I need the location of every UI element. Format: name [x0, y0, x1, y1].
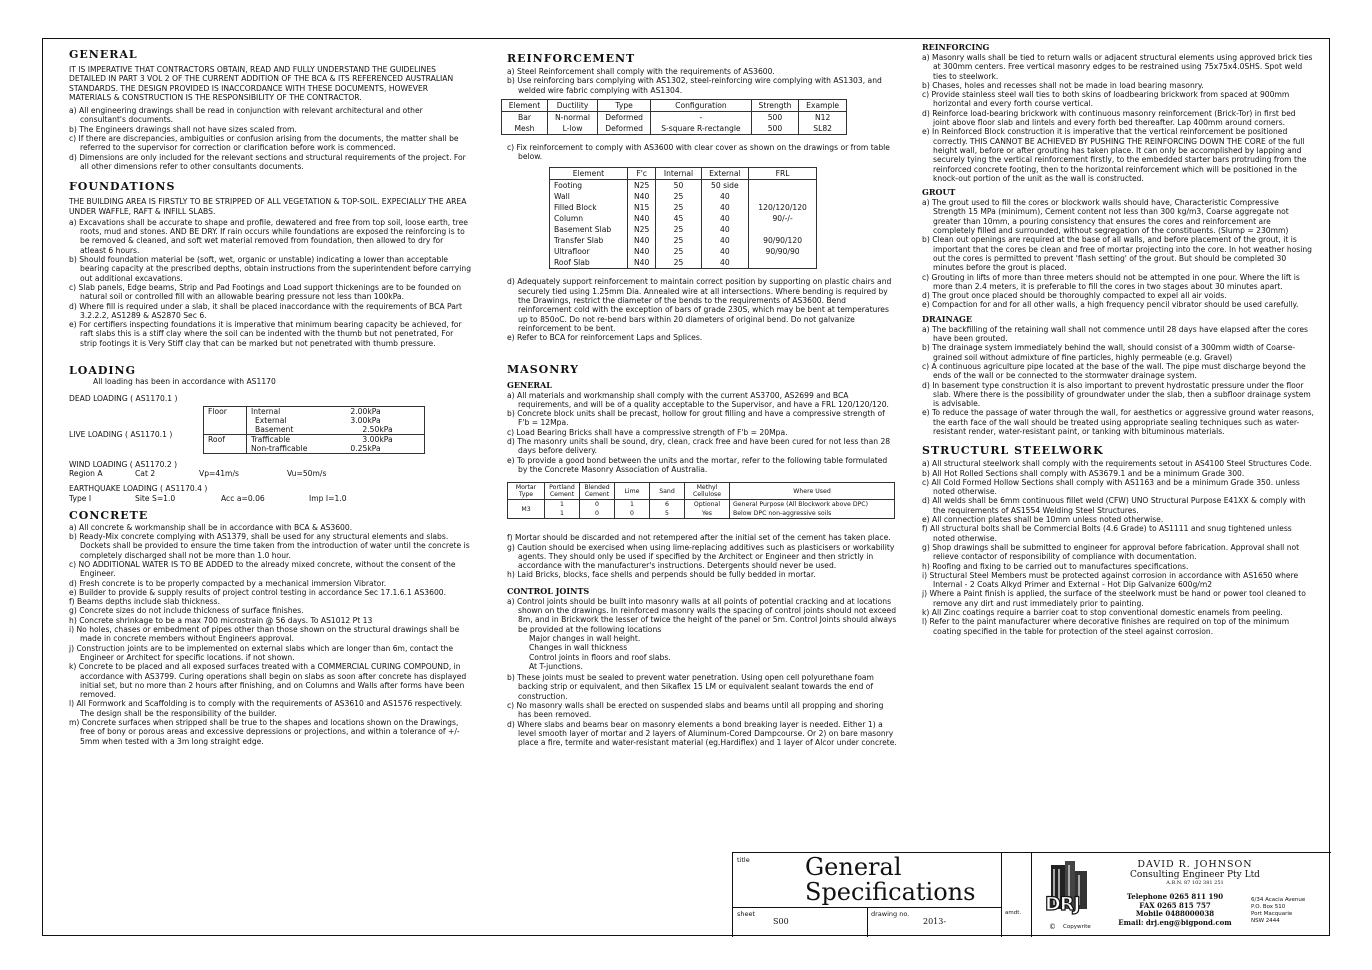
list-item: e) For certifiers inspecting foundations it is imperative that minimum bearing capacity be achieved, for raft slabs this is a stiff clay where the soil can be indented with the thumb but not penetrated, For strip footings it is Very Stiff clay that can be marked but not penetrated with thumb pressure. — [69, 320, 462, 348]
list-item: a) Control joints should be built into masonry walls at all points of potential cracking and at locations shown on the drawings. In reinforced masonry walls the spacing of control joints should not exceed 8m, and in Brickwork the lesser of twice the height of the panel or 5m. Control Joints should always be provided at the following locations — [507, 596, 897, 634]
drawing-title-line2: Specifications — [805, 878, 976, 906]
wind-cat: Cat 2 — [135, 468, 156, 478]
list-item: l) Refer to the paint manufacturer where decorative finishes are required on top of the minimum coating specified in the table for protection of the steel against corrosion. — [922, 617, 1290, 636]
address-line: P.O. Box 510 — [1251, 904, 1286, 910]
table-cell: Non-trafficable — [251, 443, 308, 453]
table-cell: Trafficable — [251, 434, 291, 444]
table-header: Element — [502, 99, 548, 111]
table-header: Mortar Type — [508, 483, 545, 500]
list-item: b) All Hot Rolled Sections shall comply with AS3679.1 and be a minimum Grade 300. — [922, 468, 1245, 478]
list-item: l) All Formwork and Scaffolding is to comply with the requirements of AS3610 and AS1576 respectively. The design shall be the responsibility of the builder. — [69, 699, 463, 718]
eq-imp: Imp I=1.0 — [309, 493, 347, 503]
table-header-row — [508, 483, 895, 500]
eq-site: Site S=1.0 — [135, 493, 176, 503]
table-cell: Mesh — [502, 123, 548, 135]
table-cell: Deformed — [598, 123, 651, 135]
list-item: k) All Zinc coatings require a barrier coat to stop conventional domestic enamels from peeling. — [922, 608, 1283, 618]
table-header: Lime — [615, 483, 650, 500]
table-cell: Wall — [550, 191, 628, 202]
table-cell: 5 — [650, 509, 685, 519]
reinforcing-heading: REINFORCING — [922, 42, 990, 52]
table-cell: 25 — [656, 191, 701, 202]
amdt-label: amdt. — [1005, 910, 1022, 916]
table-cell: Floor — [204, 406, 247, 416]
table-cell: Filled Block — [550, 202, 628, 213]
table-cell: 6 — [650, 500, 685, 510]
concrete-heading: CONCRETE — [69, 508, 149, 522]
drawing-title-line1: General — [805, 853, 902, 881]
table-cell: S-square R-rectangle — [651, 123, 752, 135]
table-cell: 25 — [656, 257, 701, 269]
table-cell — [204, 425, 247, 435]
table-cell: N40 — [627, 235, 656, 246]
list-item: Major changes in wall height. — [529, 633, 641, 643]
table-row — [502, 111, 847, 123]
list-item: Control joints in floors and roof slabs. — [529, 652, 671, 662]
mortar-table — [507, 482, 895, 519]
table-row — [550, 191, 817, 202]
table-cell: Footing — [550, 180, 628, 192]
table-header: Blended Cement — [580, 483, 615, 500]
contact-block — [1115, 893, 1235, 927]
table-cell: 50 side — [701, 180, 749, 192]
list-item: b) The Engineers drawings shall not have sizes scaled from. — [69, 124, 297, 134]
table-cell: Optional — [685, 500, 730, 510]
table-cell — [749, 257, 817, 269]
table-cell: N12 — [799, 111, 847, 123]
list-item: a) All structural steelwork shall comply with the requirements setout in AS4100 Steel Structures Code. — [922, 459, 1312, 469]
table-row — [204, 406, 425, 416]
cover-table-body — [550, 180, 817, 269]
list-item: b) Ready-Mix concrete complying with AS1379, shall be used for any structural elements and slabs. Dockets shall be provided to ensure the time taken from the introduction of water until the concrete is completely discharged shall not be more than 1.0 hour. — [69, 532, 470, 560]
table-cell: 25 — [656, 246, 701, 257]
table-row — [550, 246, 817, 257]
table-cell: 40 — [701, 191, 749, 202]
table-cell: N25 — [627, 180, 656, 192]
table-header: Configuration — [651, 99, 752, 111]
sheet-divider — [867, 907, 868, 937]
table-row — [204, 425, 425, 435]
table-header: External — [701, 168, 749, 180]
table-cell: N40 — [627, 191, 656, 202]
address-line: NSW 2444 — [1251, 918, 1280, 924]
list-item: d) Fresh concrete is to be properly compacted by a mechanical immersion Vibrator. — [69, 578, 387, 588]
table-header: Example — [799, 99, 847, 111]
loading-table — [203, 406, 425, 454]
table-cell: 0 — [615, 509, 650, 519]
firm-telephone: Telephone 0265 811 190 — [1126, 892, 1224, 901]
table-cell: 1 — [545, 509, 580, 519]
table-cell: 3.00kPa — [350, 415, 381, 425]
amdt-divider — [1001, 907, 1002, 937]
table-row — [550, 224, 817, 235]
wind-region: Region A — [69, 468, 103, 478]
table-cell: SL82 — [799, 123, 847, 135]
address-line: 6/34 Acacia Avenue — [1251, 897, 1306, 903]
list-item: c) Grouting in lifts of more than three meters should not be attempted in one pour. Where the lift is more than 2.4 meters, it is preferable to fill the cores in two stages about 30 minutes apart. — [922, 272, 1300, 291]
table-row — [204, 416, 425, 425]
list-item: h) Roofing and fixing to be carried out to manufactures specifications. — [922, 561, 1189, 571]
table-header: Internal — [656, 168, 701, 180]
table-cell: 25 — [656, 202, 701, 213]
table-cell: M3 — [508, 500, 545, 519]
table-cell: N40 — [627, 213, 656, 224]
list-item: b) Concrete block units shall be precast, hollow for grout filling and have a compressive strength of F'b = 12Mpa. — [507, 409, 885, 428]
list-item: b) Chases, holes and recesses shall not be made in load bearing masonry. — [922, 80, 1204, 90]
table-cell: 3.00kPa — [362, 434, 393, 444]
table-cell: External — [255, 415, 287, 425]
list-item: d) Dimensions are only included for the relevant sections and structural requirements of the project. For all other dimensions refer to other consultants documents. — [69, 152, 466, 171]
steel-table — [501, 99, 847, 135]
list-item: g) Concrete sizes do not include thickness of surface finishes. — [69, 606, 304, 616]
list-item: b) Use reinforcing bars complying with AS1302, steel-reinforcing wire complying with AS1303, and welded wire fabric complying with AS1304. — [507, 76, 882, 95]
list-item: i) Structural Steel Members must be protected against corrosion in accordance with AS1650 where Internal - 2 Coats Alkyd Primer and External - Hot Dip Galvanize 600g/m2 — [922, 570, 1299, 590]
drainage-heading: DRAINAGE — [922, 313, 972, 324]
table-cell: L-low — [547, 123, 597, 135]
column-middle — [507, 52, 897, 747]
list-item: d) All welds shall be 6mm continuous fillet weld (CFW) UNO Structural Purpose E41XX & comply with the requirements of AS1554 Welding Steel Structures. — [922, 496, 1306, 515]
table-cell: 40 — [701, 257, 749, 269]
drawing-title — [805, 855, 975, 905]
table-cell: 0 — [580, 509, 615, 519]
firm-abn: A.B.N. 87 102 381 251 — [1166, 880, 1224, 886]
list-item: a) Masonry walls shall be tied to return walls or adjacent structural elements using approved brick ties at 300mm centers. Free vertical masonry edges to be restrained using 75x75x4.0SHS. Spot weld ties to steelwork. — [922, 53, 1313, 81]
table-cell: 90/-/- — [749, 213, 817, 224]
wind-vp: Vp=41m/s — [199, 468, 239, 478]
table-cell: Roof Slab — [550, 257, 628, 269]
list-item: a) The backfilling of the retaining wall shall not commence until 28 days have elapsed after the cores have been grouted. — [922, 324, 1308, 344]
table-cell: Ultrafloor — [550, 246, 628, 257]
list-item: g) Caution should be exercised when using lime-replacing additives such as plasticisers or workability agents. They should only be used if specified by the Architect or Engineer and then strictly in accordance with the manufacturer's instructions. Detergents should never be used. — [507, 542, 895, 571]
list-item: d) Where fill is required under a slab, it shall be placed inaccordance with the requirements of BCA Part 3.2.2.2, AS1289 & AS2870 Sec 6. — [69, 301, 463, 320]
table-cell: Transfer Slab — [550, 235, 628, 246]
list-item: c) A continuous agriculture pipe located at the base of the wall. The pipe must discharge beyond the ends of the wall or be connected to the stormwater drainage system. — [922, 361, 1306, 381]
loading-heading: LOADING — [69, 364, 136, 378]
table-cell: 1 — [545, 500, 580, 510]
dead-loading: DEAD LOADING ( AS1170.1 ) — [69, 394, 178, 404]
table-row — [550, 202, 817, 213]
reinforcement-heading: REINFORCEMENT — [507, 52, 636, 65]
table-row — [550, 235, 817, 246]
live-loading: LIVE LOADING ( AS1170.1 ) — [69, 429, 173, 439]
wind-loading: WIND LOADING ( AS1170.2 ) — [69, 459, 178, 469]
table-cell: Basement Slab — [550, 224, 628, 235]
loading-intro: All loading has been in accordance with AS1170 — [93, 377, 276, 387]
list-item: m) Concrete surfaces when stripped shall be true to the shapes and locations shown on the Drawings, free of bony or porous areas and excessive depressions or projections, and within a tolerance of +/- 5mm when tested with a 3m long straight edge. — [69, 718, 460, 746]
list-item: b) Clean out openings are required at the base of all walls, and before placement of the grout, it is important that the cores be clean and free of mortar projecting into the core. In hot weather hosing out the cores is permitted to prevent 'flash setting' of the grout. But should be completed 30 minutes before the grout is placed. — [922, 235, 1312, 273]
steelwork-heading: STRUCTURL STEELWORK — [922, 444, 1104, 458]
sheet-label: sheet — [737, 910, 756, 918]
sheet-row — [733, 907, 1031, 937]
copyright-icon: © — [1049, 923, 1056, 931]
list-item: e) To provide a good bond between the units and the mortar, refer to the following table formulated by the Concrete Masonry Association of Australia. — [507, 455, 888, 474]
masonry-heading: MASONRY — [507, 362, 579, 376]
table-header-row — [502, 99, 847, 111]
firm-mobile: Mobile 0488000038 — [1135, 909, 1215, 918]
grout-heading: GROUT — [922, 187, 956, 198]
table-cell: 40 — [701, 224, 749, 235]
table-row — [550, 257, 817, 269]
general-heading: GENERAL — [69, 48, 138, 61]
table-cell: 0 — [580, 500, 615, 510]
table-header: Type — [598, 99, 651, 111]
table-cell: Yes — [685, 509, 730, 519]
list-item: a) All concrete & workmanship shall be in accordance with BCA & AS3600. — [69, 522, 353, 532]
table-cell: 2.50kPa — [346, 425, 424, 435]
earthquake-params — [69, 494, 471, 503]
table-cell: 2.00kPa — [350, 406, 381, 416]
copyright-text: Copywrite — [1063, 924, 1091, 930]
earthquake-loading: EARTHQUAKE LOADING ( AS1170.4 ) — [69, 484, 208, 494]
list-item: b) These joints must be sealed to prevent water penetration. Using open cell polyurethane foam backing strip or equivalent, and then Sikaflex 15 LM or equivalent sealant towards the end of construction. — [507, 673, 874, 701]
table-cell: 120/120/120 — [749, 202, 817, 213]
list-item: e) In Reinforced Block construction it is imperative that the vertical reinforcement be positioned correctly. THIS CANNOT BE ACHIEVED BY PUSHING THE REINFORCING DOWN THE CORE of the full height wall, before or after grouting has taken place. It can only be accomplished by lapping and securely tying the vertical reinforcement firstly, to the embedded starter bars protruding from the reinforced concrete footing, then to the horizontal reinforcement which will be positioned in the knock-out portion of the unit as the wall is constructed. — [922, 127, 1307, 183]
column-right — [922, 42, 1314, 636]
list-item: c) If there are discrepancies, ambiguities or confusion arising from the documents, the matter shall be referred to the supervisor for correction or clarification before work is commenced. — [69, 134, 459, 153]
building-icon — [1045, 859, 1091, 925]
wind-vu: Vu=50m/s — [287, 468, 327, 478]
table-header: Element — [550, 168, 628, 180]
table-cell: N15 — [627, 202, 656, 213]
table-row — [508, 509, 895, 519]
list-item: i) No holes, chases or embedment of pipes other than those shown on the structural drawings shall be made in concrete members without Engineers approval. — [69, 625, 460, 644]
table-header: Sand — [650, 483, 685, 500]
general-list — [69, 106, 471, 171]
address-block — [1251, 897, 1305, 925]
list-item: a) The grout used to fill the cores or blockwork walls should have, Characteristic Compressive Strength 15 MPa (minimum), Cement content not less than 300 kg/m3, Coarse aggregate not greater than 10mm, a pouring consistency that ensures the cores and reinforcement are completely filled and surrounded, without segregation of the constituents. (Slump = 230mm) — [922, 198, 1289, 236]
list-item: f) All structural bolts shall be Commercial Bolts (4.6 Grade) to AS1111 and snug tightened unless noted otherwise. — [922, 524, 1292, 543]
list-item: d) Reinforce load-bearing brickwork with continuous masonry reinforcement (Brick-Tor) in first bed joint above floor slab and lintels and every forth bed thereafter. Lap 400mm around corners. — [922, 108, 1296, 128]
list-item: f) Mortar should be discarded and not retempered after the initial set of the cement has taken place. — [507, 533, 891, 543]
table-cell: - — [651, 111, 752, 123]
table-cell: 45 — [656, 213, 701, 224]
live-loading-row — [69, 406, 471, 454]
firm-subtitle: Consulting Engineer Pty Ltd — [1130, 870, 1260, 880]
table-cell: N25 — [627, 224, 656, 235]
table-header: Methyl Cellulose — [685, 483, 730, 500]
table-cell: 50 — [656, 180, 701, 192]
table-cell: 500 — [751, 111, 799, 123]
list-item: a) All materials and workmanship shall comply with the current AS3700, AS2699 and BCA requirements, and will be of a quality acceptable to the Supervisor, and have a FRL 120/120/120. — [507, 390, 889, 409]
list-item: c) NO ADDITIONAL WATER IS TO BE ADDED to the already mixed concrete, without the consent of the Engineer. — [69, 559, 456, 579]
firm-fax: FAX 0265 815 757 — [1139, 900, 1211, 910]
list-item: d) Adequately support reinforcement to maintain correct position by supporting on plastic chairs and securely tied using 1.25mm Dia. Annealed wire at all intersections. Where bending is required by the Drawings, restrict the diameter of the bends to the requirements of AS3600. Bend reinforcement cold with the exception of bars of grade 230S, which may be bent at temperatures up to 850oC. Do not re-bend bars within 20 diameters of original bend. Do not galvanize reinforcement to be bent. — [507, 277, 892, 333]
table-cell: 40 — [701, 235, 749, 246]
list-item: c) Slab panels, Edge beams, Strip and Pad Footings and Load support thickenings are to be founded on natural soil or controlled fill with an allowable bearing pressure not less than 100kPa. — [69, 282, 462, 302]
address-line: Port Macquarie — [1251, 911, 1293, 917]
list-item: d) In basement type construction it is also important to prevent hydrostatic pressure under the floor slab. Where there is the possibility of groundwater under the slab, then a subfloor drainage system is advisable. — [922, 380, 1311, 409]
list-item: d) Where slabs and beams bear on masonry elements a bond breaking layer is needed. Either 1) a level smooth layer of mortar and 2 layers of Aluminum-Cored Dampcourse. Or 2) on bare masonry place a fire, termite and water-resistant material (eg.Hardiflex) and 1 layer of Alcor under concrete. — [507, 719, 897, 748]
table-header: Where Used — [730, 483, 895, 500]
title-block — [732, 852, 1331, 937]
list-item: Changes in wall thickness — [529, 643, 628, 653]
table-cell: Roof — [204, 434, 247, 444]
table-cell: Deformed — [598, 111, 651, 123]
logo-divider — [1031, 853, 1032, 937]
list-item: j) Where a Paint finish is applied, the surface of the steelwork must be hand or power tool cleaned to remove any dirt and rust immediately prior to painting. — [922, 589, 1306, 608]
wind-params — [69, 469, 471, 478]
table-cell: 500 — [751, 123, 799, 135]
list-item: e) Compaction for and for all other walls, a high frequency pencil vibrator should be used carefully. — [922, 300, 1299, 310]
table-cell: Internal — [251, 406, 281, 416]
general-intro: IT IS IMPERATIVE THAT CONTRACTORS OBTAIN, READ AND FULLY UNDERSTAND THE GUIDELINES DETAILED IN PART 3 VOL 2 OF THE CURRENT ADDITION OF THE BCA & ITS REFERENCED AUSTRALIAN STANDARDS. THE DESIGN PROVIDED IS INACCORDANCE WITH THESE DOCUMENTS, HOWEVER MATERIALS & CONSTRUCTION IS THE RESPONSIBILITY OF THE CONTRACTOR. — [69, 65, 454, 102]
logo-text: DRJ — [1045, 893, 1080, 915]
table-header: Portland Cement — [545, 483, 580, 500]
table-cell: 25 — [656, 235, 701, 246]
table-cell: 90/90/90 — [749, 246, 817, 257]
eq-type: Type I — [69, 493, 92, 503]
table-cell: 40 — [701, 213, 749, 224]
table-cell: 40 — [701, 202, 749, 213]
table-cell — [204, 416, 247, 425]
table-row — [204, 444, 425, 454]
list-item: e) To reduce the passage of water through the wall, for aesthetics or aggressive ground water reasons, the earth face of the wall should be treated using appropriate sealing techniques such as water-resistant render, water-resistant paint, or tanking with bituminous materials. — [922, 408, 1314, 436]
table-cell: 0.25kPa — [350, 443, 381, 453]
table-row — [550, 213, 817, 224]
list-item: c) Fix reinforcement to comply with AS3600 with clear cover as shown on the drawings or from table below. — [507, 142, 890, 162]
table-row — [508, 500, 895, 510]
title-label: title — [737, 856, 750, 864]
table-row — [204, 434, 425, 444]
sheet-value: S00 — [773, 917, 789, 926]
list-item: j) Construction joints are to be implemented on external slabs which are longer than 6m, contact the Engineer or Architect for specific locations. if not shown. — [69, 643, 454, 662]
table-header: FRL — [749, 168, 817, 180]
list-item: e) All connection plates shall be 10mm unless noted otherwise. — [922, 515, 1164, 525]
table-cell — [204, 444, 247, 454]
list-item: g) Shop drawings shall be submitted to engineer for approval before fabrication. Approval shall not relieve contactor of responsibility of compliance with documentation. — [922, 542, 1300, 562]
list-item: a) All engineering drawings shall be read in conjunction with relevant architectural and other consultant's documents. — [69, 106, 423, 125]
table-header: Ductility — [547, 99, 597, 111]
list-item: b) The drainage system immediately behind the wall, should consist of a 300mm width of Coarse-grained soil without admixture of fine particles, highly permeable (e.g. Gravel) — [922, 343, 1296, 362]
list-item: e) Builder to provide & supply results of project control testing in accordance Sec 17.1.6.1 AS3600. — [69, 587, 447, 597]
table-header: Strength — [751, 99, 799, 111]
list-item: a) Steel Reinforcement shall comply with the requirements of AS3600. — [507, 67, 775, 76]
drawing-no-label: drawing no. — [871, 910, 910, 918]
list-item: e) Refer to BCA for reinforcement Laps and Splices. — [507, 333, 703, 343]
list-item: c) Provide stainless steel wall ties to both skins of loadbearing brickwork from spaced at 900mm horizontal and every forth course vertical. — [922, 90, 1290, 109]
table-cell — [749, 180, 817, 192]
table-cell: 25 — [656, 224, 701, 235]
eq-acc: Acc a=0.06 — [221, 493, 265, 503]
list-item: k) Concrete to be placed and all exposed surfaces treated with a COMMERCIAL CURING COMPOUND, in accordance with AS3799. Curing operations shall begin on slabs as soon after concrete has displayed initial set, but no more than 2 hours after finishing, and on Columns and Walls after forms have been removed. — [69, 662, 467, 700]
list-item: c) No masonry walls shall be erected on suspended slabs and beams until all propping and shoring has been removed. — [507, 700, 884, 720]
table-cell: Below DPC non-aggressive soils — [730, 509, 895, 519]
foundations-heading: FOUNDATIONS — [69, 180, 176, 194]
firm-email: Email: drj.eng@bigpond.com — [1118, 917, 1232, 927]
list-item: d) The masonry units shall be sound, dry, clean, crack free and have been cured for not less than 28 days before delivery. — [507, 437, 891, 456]
table-cell: N-normal — [547, 111, 597, 123]
list-item: At T-junctions. — [529, 661, 583, 671]
control-joints-subheading: CONTROL JOINTS — [507, 585, 590, 596]
table-cell — [749, 224, 817, 235]
table-cell: General Purpose (All Blockwork above DPC) — [730, 500, 895, 510]
table-cell: 1 — [615, 500, 650, 510]
list-item: a) Excavations shall be accurate to shape and profile, dewatered and free from top soil, loose earth, tree roots, mud and stones. AND BE DRY. If rain occurs while foundations are exposed the reinforcing is to be removed & cleaned, and soft wet material removed from foundation, then allowed to dry for atleast 6 hours. — [69, 217, 468, 255]
drawing-no-value: 2013- — [923, 917, 947, 926]
table-cell: Bar — [502, 111, 548, 123]
table-cell: N40 — [627, 246, 656, 257]
table-cell: Basement — [247, 425, 347, 435]
table-cell: 90/90/120 — [749, 235, 817, 246]
list-item: d) The grout once placed should be thoroughly compacted to expel all air voids. — [922, 291, 1227, 301]
table-cell: N40 — [627, 257, 656, 269]
list-item: h) Concrete shrinkage to be a max 700 microstrain @ 56 days. To AS1012 Pt 13 — [69, 615, 373, 625]
list-item: c) Load Bearing Bricks shall have a compressive strength of F'b = 20Mpa. — [507, 427, 788, 437]
column-left — [69, 42, 471, 746]
table-cell: Column — [550, 213, 628, 224]
list-item: f) Beams depths include slab thickness. — [69, 597, 220, 607]
firm-details — [1105, 859, 1325, 927]
table-row — [502, 123, 847, 135]
cover-table — [549, 167, 817, 269]
drj-logo — [1045, 859, 1091, 925]
list-item: h) Laid Bricks, blocks, face shells and perpends should be fully bedded in mortar. — [507, 570, 816, 580]
table-cell: 40 — [701, 246, 749, 257]
table-header-row — [550, 168, 817, 180]
list-item: b) Should foundation material be (soft, wet, organic or unstable) indicating a lower than acceptable bearing capacity at the prescribed depths, obtain instructions from the superintendent before carrying out additional excavations. — [69, 255, 472, 283]
list-item: c) All Cold Formed Hollow Sections shall comply with AS1163 and be a minimum Grade 350. unless noted otherwise. — [922, 477, 1300, 497]
table-header: F'c — [627, 168, 656, 180]
table-cell — [749, 191, 817, 202]
firm-name: DAVID R. JOHNSON — [1137, 859, 1253, 870]
foundations-intro: THE BUILDING AREA IS FIRSTLY TO BE STRIPPED OF ALL VEGETATION & TOP-SOIL. EXPECIALLY THE AREA UNDER WAFFLE, RAFT & INFILL SLABS. — [69, 197, 467, 216]
masonry-general-subheading: GENERAL — [507, 379, 552, 390]
table-row — [550, 180, 817, 192]
